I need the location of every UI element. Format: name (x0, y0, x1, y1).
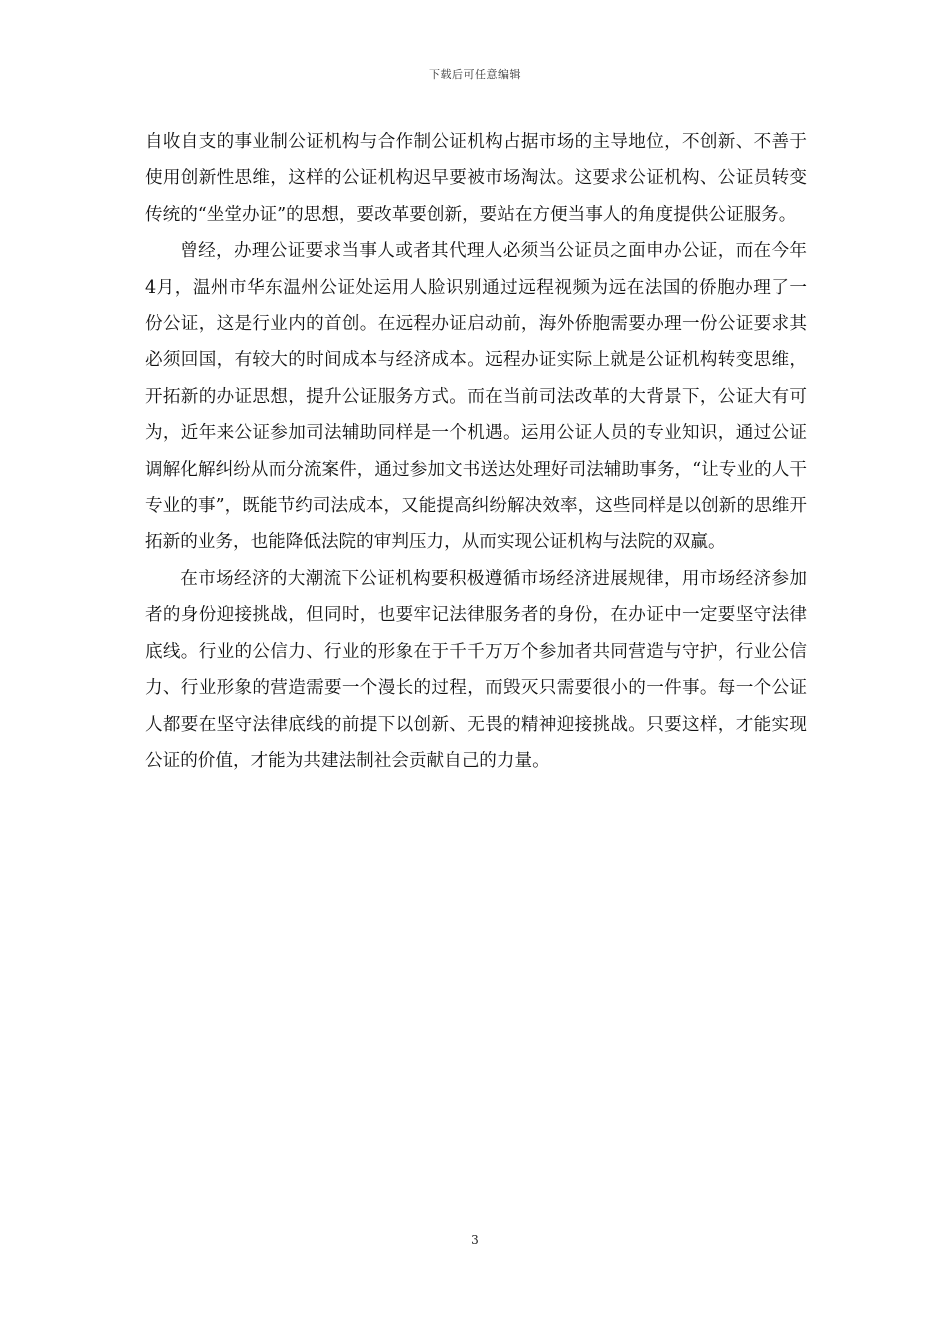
paragraph-conclusion: 在市场经济的大潮流下公证机构要积极遵循市场经济进展规律，用市场经济参加者的身份迎接挑战，但同时，也要牢记法律服务者的身份，在办证中一定要坚守法律底线。行业的公信力、行业的形象在于千千万万个参加者共同营造与守护，行业公信力、行业形象的营造需要一个漫长的过程，而毁灭只需要很小的一件事。每一个公证人都要在坚守法律底线的前提下以创新、无畏的精神迎接挑战。只要这样，才能实现公证的价值，才能为共建法制社会贡献自己的力量。 (145, 568, 807, 771)
paragraph-continuation: 自收自支的事业制公证机构与合作制公证机构占据市场的主导地位，不创新、不善于使用创新性思维，这样的公证机构迟早要被市场淘汰。这要求公证机构、公证员转变传统的“坐堂办证”的思想，要改革要创新，要站在方便当事人的角度提供公证服务。 (145, 132, 807, 225)
paragraph-remote-notarization: 曾经，办理公证要求当事人或者其代理人必须当公证员之面申办公证，而在今年4月，温州市华东温州公证处运用人脸识别通过远程视频为远在法国的侨胞办理了一份公证，这是行业内的首创。在远程办证启动前，海外侨胞需要办理一份公证要求其必须回国，有较大的时间成本与经济成本。远程办证实际上就是公证机构转变思维，开拓新的办证思想，提升公证服务方式。而在当前司法改革的大背景下，公证大有可为，近年来公证参加司法辅助同样是一个机遇。运用公证人员的专业知识，通过公证调解化解纠纷从而分流案件，通过参加文书送达处理好司法辅助事务，“让专业的人干专业的事”，既能节约司法成本，又能提高纠纷解决效率，这些同样是以创新的思维开拓新的业务，也能降低法院的审判压力，从而实现公证机构与法院的双赢。 (145, 241, 807, 553)
page-header: 下载后可任意编辑 (429, 68, 521, 81)
page-number: 3 (471, 1233, 479, 1247)
document-body (145, 124, 807, 779)
